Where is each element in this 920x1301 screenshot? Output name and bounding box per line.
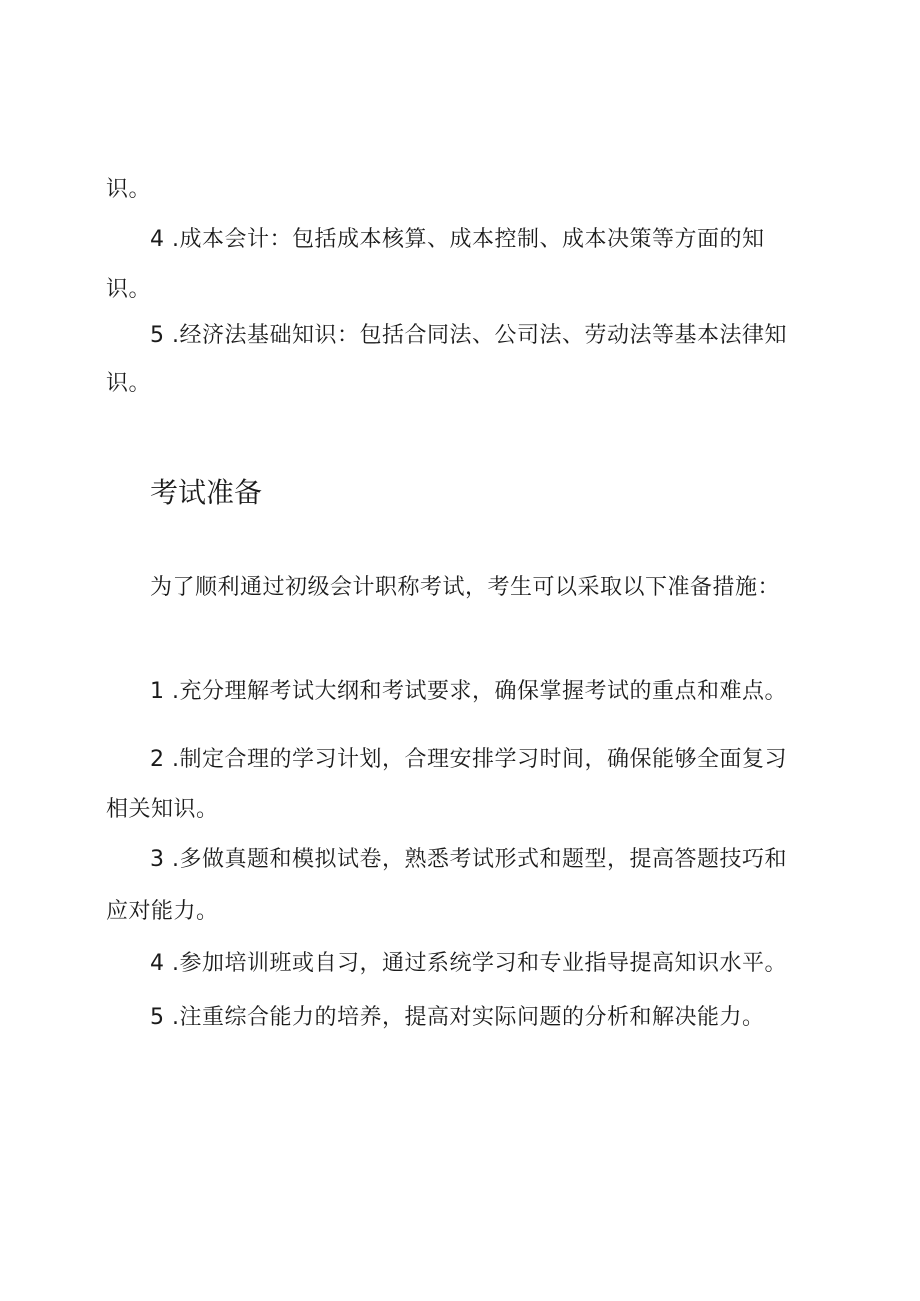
list-item-line: 应对能力。 <box>106 899 219 924</box>
list-item-line: 1 .充分理解考试大纲和考试要求，确保掌握考试的重点和难点。 <box>150 679 787 704</box>
list-item-line: 4 .参加培训班或自习，通过系统学习和专业指导提高知识水平。 <box>150 951 787 976</box>
list-item-line: 2 .制定合理的学习计划，合理安排学习时间，确保能够全面复习 <box>150 747 787 772</box>
section-intro: 为了顺利通过初级会计职称考试，考生可以采取以下准备措施： <box>150 575 781 600</box>
list-item-line: 识。 <box>106 277 152 302</box>
list-item-line: 4 .成本会计：包括成本核算、成本控制、成本决策等方面的知 <box>150 227 765 252</box>
list-item-line: 识。 <box>106 371 152 396</box>
section-heading: 考试准备 <box>150 476 263 509</box>
continuation-text: 识。 <box>106 177 152 202</box>
list-item-line: 相关知识。 <box>106 797 219 822</box>
list-item-line: 5 .注重综合能力的培养，提高对实际问题的分析和解决能力。 <box>150 1005 765 1030</box>
list-item-line: 3 .多做真题和模拟试卷，熟悉考试形式和题型，提高答题技巧和 <box>150 847 787 872</box>
list-item-line: 5 .经济法基础知识：包括合同法、公司法、劳动法等基本法律知 <box>150 323 787 348</box>
